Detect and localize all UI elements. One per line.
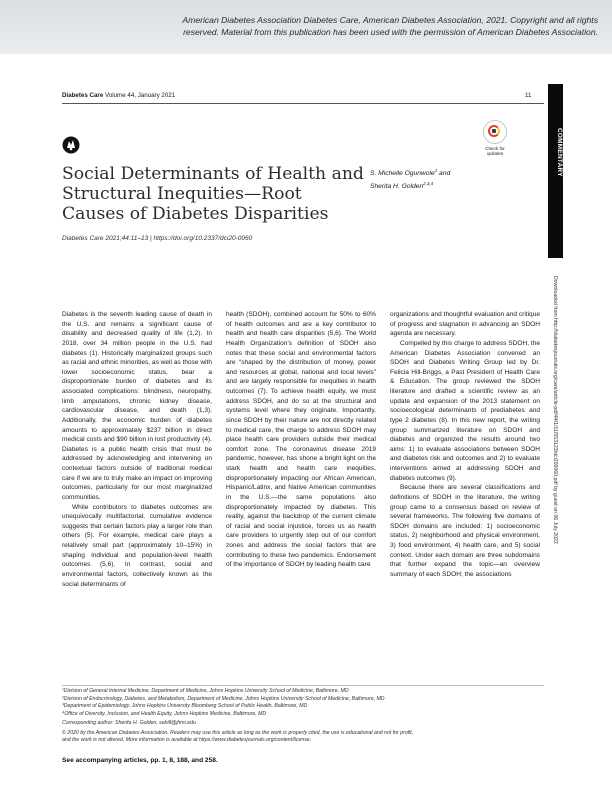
body-column-1 <box>62 310 212 589</box>
affiliation-4: ⁴Office of Diversity, Inclusion, and Health Equity, Johns Hopkins Medicine, Baltimore, MD <box>62 710 267 717</box>
body-column-3 <box>390 310 540 580</box>
author-2-name: Sherita H. Golden <box>370 183 424 191</box>
header-rule <box>62 103 544 104</box>
permission-text <box>0 14 598 38</box>
title-line-1: Social Determinants of Health and <box>62 164 364 184</box>
see-also-note: See accompanying articles, pp. 1, 8, 188, and 258. <box>62 757 218 764</box>
ada-logo-icon <box>62 136 80 154</box>
footnote-rule <box>62 685 544 686</box>
journal-name: Diabetes Care <box>62 92 104 99</box>
copyright-line-2: and the work is not altered. More information is available at https://www.diabetesjournals.org/content/license. <box>62 737 312 743</box>
author-1-affil: 1 <box>434 168 438 173</box>
author-2 <box>370 179 500 192</box>
title-line-3: Causes of Diabetes Disparities <box>62 204 329 224</box>
page-number: 11 <box>525 92 532 99</box>
copyright-line-1: © 2020 by the American Diabetes Association. Readers may use this article as long as the work is properly cited, the use is educational and not for profit, <box>62 729 414 736</box>
affiliation-3: ³Department of Epidemiology, Johns Hopkins University Bloomberg School of Public Health, Baltimore, MD <box>62 703 308 709</box>
running-head <box>62 92 532 99</box>
permission-line-1: American Diabetes Association Diabetes Care, American Diabetes Association, 2021. Copyright and all rights <box>182 15 598 25</box>
paragraph: health (SDOH), combined account for 50% to 60% of health outcomes and are a key contributor to health and health care disparities (5,6). The World Health Organization’s definition of SDOH also notes that these social and environmental factors are “shaped by the distribution of money, power and resources at global, national and local levels” and are largely responsible for inequities in health outcomes (7). To achieve health equity, we must address SDOH, and do so at the structural and systems level where they originate. Importantly, since SDOH by their nature are not directly related to medical care, the charge to address SDOH may place health care providers outside their medical comfort zone. The coronavirus disease 2019 pandemic, however, has shone a bright light on the stark health and health care inequities, disproportionately impacting our African American, Hispanic/Latinx, and Native American communities in the U.S.—the same populations also disproportionately impacted by diabetes. This reality, against the backdrop of the current climate of racial and social injustice, forces us as health care providers to urgently step out of our comfort zones and address the social factors that are contributing to these two pandemics. Endorsement of the importance of SDOH by leading health care <box>226 311 376 569</box>
paragraph: Because there are several classifications and definitions of SDOH in the literature, the writing group came to a consensus based on review of several frameworks. The following five domains of SDOH domains are included: 1) socioeconomic status, 2) neighborhood and physical environment, 3) food environment, 4) health care, and 5) social context. Under each domain are three subdomains that further expand the topic—an overview summary of each SDOH; the associations <box>390 484 540 578</box>
paragraph: While contributors to diabetes outcomes are unequivocally multifactorial, cumulative evidence suggests that certain factors play a larger role than others (5). For example, medical care plays a relatively small part (approximately 10–15%) in shaping individual and population-level health outcomes (5,6). In contrast, social and environmental factors, collectively known as the social determinants of <box>62 503 212 588</box>
download-note: Downloaded from http://diabetesjournals.org/care/article-pdf/44/1/11/553123/dci200060.pdf by guest on 06 July 2022 <box>552 276 558 544</box>
permission-banner <box>0 0 612 54</box>
paragraph: Compelled by this charge to address SDOH, the American Diabetes Association convened an SDOH and Diabetes Writing Group led by Dr. Felicia Hill-Briggs, a Past President of Health Care & Education. The group reviewed the SDOH literature and drafted a scientific review as an update and expansion of the 2013 statement on socioecological determinants of prediabetes and type 2 diabetes (8). In this new report, the writing group summarized literature on SDOH and diabetes and organized the results around two aims: 1) to evaluate associations between SDOH and diabetes risk and outcomes and 2) to evaluate interventions aimed at addressing SDOH and diabetes outcomes (9). <box>390 339 540 482</box>
paragraph: Diabetes is the seventh leading cause of death in the U.S. and remains a significant cause of disability and decreased quality of life (1,2). In 2018, over 34 million people in the U.S. had diabetes (1). Historically marginalized groups such as racial and ethnic minorities, as well as those with lower socioeconomic status, bear a disproportionate burden of diabetes and its associated complications: blindness, neuropathy, limb amputations, chronic kidney disease, cardiovascular disease, and death (1,3). Additionally, the economic burden of diabetes amounts to approximately $237 billion in direct medical costs and $90 billion in lost productivity (4). Diabetes is a public health crisis that must be addressed by acknowledging and intervening on contextual factors outside of traditional medical care if we are to truly make an impact on improving outcomes, particularly for our most marginalized communities. <box>62 311 212 501</box>
corresponding-author: Corresponding author: Sherita H. Golden, sahill@jhmi.edu <box>62 720 196 726</box>
issue-info: Volume 44, January 2021 <box>105 92 176 99</box>
citation-line: Diabetes Care 2021;44:11–13 | https://doi.org/10.2337/dci20-0060 <box>62 235 253 242</box>
check-updates-label <box>481 146 509 156</box>
author-conjunction: and <box>437 170 451 178</box>
permission-line-2: reserved. Material from this publication has been used with the permission of American Diabetes Association. <box>183 27 598 37</box>
check-updates-line-1: Check for <box>485 146 505 151</box>
section-label: COMMENTARY <box>556 128 563 177</box>
affiliation-2: ²Division of Endocrinology, Diabetes, and Metabolism, Department of Medicine, Johns Hopkins University School of Medicine, Baltimore, MD <box>62 695 385 702</box>
author-list <box>370 166 500 192</box>
check-updates-line-2: updates <box>486 151 504 156</box>
paragraph: organizations and thoughtful evaluation and critique of progress and stagnation in advancing an SDOH agenda are necessary. <box>390 311 540 338</box>
author-1-name: S. Michelle Ogunwole <box>370 170 435 178</box>
author-2-affil: 2,3,4 <box>423 181 434 187</box>
title-line-2: Structural Inequities—Root <box>62 184 302 204</box>
footnotes <box>62 688 544 745</box>
body-column-2 <box>226 310 376 570</box>
check-for-updates[interactable] <box>481 120 509 160</box>
affiliation-1: ¹Division of General Internal Medicine, Department of Medicine, Johns Hopkins University School of Medicine, Baltimore, MD <box>62 688 349 694</box>
author-1 <box>370 166 500 179</box>
article-title <box>62 164 372 224</box>
crossmark-icon <box>483 120 507 144</box>
